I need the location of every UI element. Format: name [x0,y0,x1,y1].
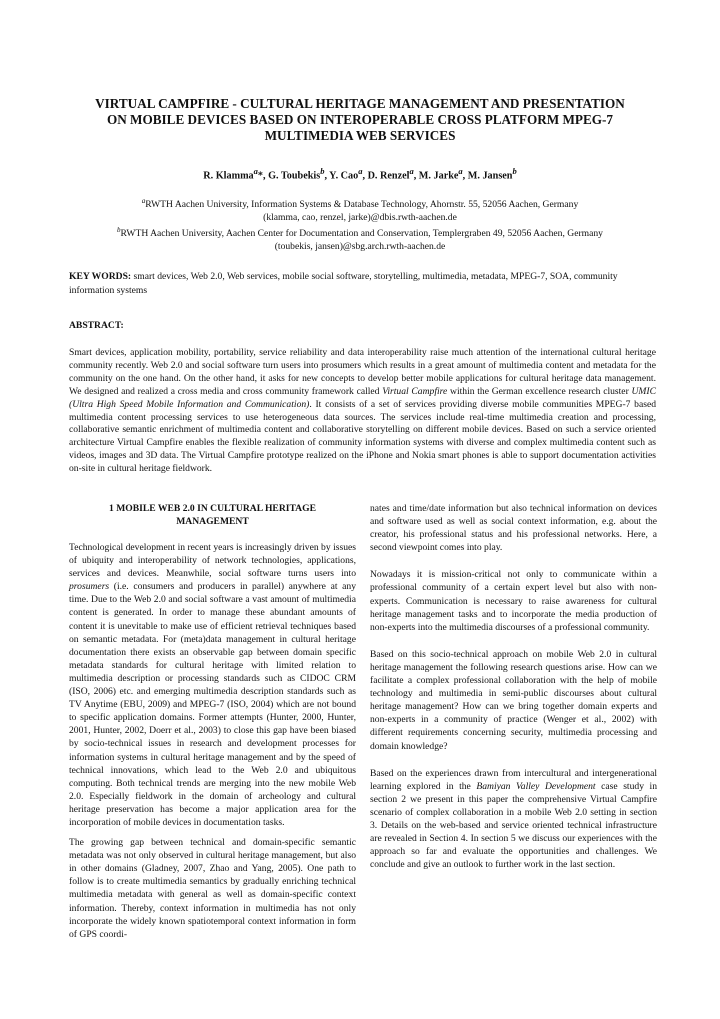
affiliation-mark: a [141,197,146,205]
author-name: R. Klamma [203,170,254,182]
paragraph-text: case study in section 2 we present in this paper the comprehensive Virtual Campfire scenario of complex collaboration in a mobile Web 2.0 setting in section 3. Details on the web-based and service oriented technical infrastructure are revealed in Section 4. In section 5 we discuss our experiences with the approach so far and evaluate the opportunities and challenges. We conclude and give an outlook to further work in the last section. [370,780,657,871]
author-list [60,166,660,181]
affiliation-mark: a [253,166,258,176]
section-heading [69,502,356,528]
paper-title [60,96,660,144]
author-separator: *, [257,170,269,182]
paragraph: The growing gap between technical and domain-specific semantic metadata was not only observed in cultural heritage management, but also in other domains (Gladney, 2007, Zhao and Yang, 2005). One path to follow is to create multimedia semantics by gradually enriching technical multimedia metadata with general as well as domain-specific context information. Thereby, context information in multimedia has not only incorporate the widely known spatiotemporal context information in form of GPS coordi- [69,837,356,940]
abstract-italic: Virtual Campfire [382,385,448,397]
abstract-body [69,347,656,476]
paragraph [69,541,356,829]
paragraph-text: Based on the experiences drawn from intercultural and intergenerational learning explored in the [370,767,657,792]
section-heading-line: MANAGEMENT [176,516,249,527]
affiliation-text: RWTH Aachen University, Information Systems & Database Technology, Ahornstr. 55, 52056 Aachen, Germany [145,199,579,211]
title-line: MULTIMEDIA WEB SERVICES [264,128,456,143]
left-column [69,502,356,948]
paragraph-text: Technological development in recent years is increasingly driven by issues of ubiquity and interoperability of network technologies, applications, services and devices. Meanwhile, social software turns users into [69,542,356,580]
right-column [370,502,657,885]
section-heading-line: 1 MOBILE WEB 2.0 IN CULTURAL HERITAGE [109,503,316,514]
keywords-text: smart devices, Web 2.0, Web services, mobile social software, storytelling, multimedia, metadata, MPEG-7, SOA, community information systems [69,271,618,296]
author-separator: , [362,170,368,182]
affiliation-email: (toubekis, jansen)@sbg.arch.rwth-aachen.de [274,241,446,253]
affiliation-mark: a [458,166,463,176]
author-name: Y. Cao [329,170,359,182]
affiliation-line [60,195,660,211]
affiliation-mark: b [117,226,121,235]
affiliation-text: RWTH Aachen University, Aachen Center for Documentation and Conservation, Templergraben 49, 52056 Aachen, Germany [120,228,603,240]
author-name: M. Jansen [467,170,513,182]
abstract-heading: ABSTRACT: [69,320,124,331]
abstract-text: within the German excellence research cluster [447,385,632,397]
affiliations [60,195,660,253]
author-name: G. Toubekis [268,170,321,182]
paragraph-italic: Bamiyan Valley Development [476,780,596,792]
title-line: ON MOBILE DEVICES BASED ON INTEROPERABLE CROSS PLATFORM MPEG-7 [106,112,614,127]
paragraph: Nowadays it is mission-critical not only to communicate within a professional community of a certain expert level but also with non-experts. Communication is necessary to raise awareness for cultural heritage management tasks and to incorporate the media production of non-experts into the multimedia discourses of a professional community. [370,569,657,633]
author-separator: , [324,170,330,182]
paragraph-italic: prosumers [69,581,110,593]
affiliation-mark: b [512,166,517,176]
keywords-label: KEY WORDS: [69,271,132,282]
paragraph [370,767,657,872]
author-name: M. Jarke [418,170,459,182]
title-line: VIRTUAL CAMPFIRE - CULTURAL HERITAGE MANAGEMENT AND PRESENTATION [95,96,625,111]
affiliation-email: (klamma, cao, renzel, jarke)@dbis.rwth-aachen.de [263,212,457,224]
abstract-text: . It consists of a set of services providing diverse mobile communities MPEG-7 based multimedia content processing services to use heterogeneous data sources. The services include real-time multimedia creation and processing, collaborative semantic enrichment of multimedia content and collaborative storytelling on different mobile devices. Based on such a service oriented architecture Virtual Campfire enables the flexible realization of community information systems with diverse and complex multimedia content such as videos, images and 3D data. The Virtual Campfire prototype realized on the iPhone and Nokia smart phones is able to support documentation activities on-site in cultural heritage fieldwork. [69,398,657,475]
affiliation-mark: a [358,166,363,176]
author-separator: , [462,170,468,182]
abstract-text: Smart devices, application mobility, portability, service reliability and data interoperability raise much attention of the international cultural heritage community recently. Web 2.0 and social software turn users into prosumers which results in a great amount of multimedia content and metadata for the community on the one hand. On the other hand, it asks for new concepts to develop better mobile applications for cultural heritage data management. We designed and realized a cross media and cross community framework called [69,347,656,397]
paragraph: nates and time/date information but also technical information on devices and software used as well as social context information, e.g. about the creator, his professional status and his professional networks. Here, a second viewpoint comes into play. [370,503,657,554]
keywords [69,270,654,297]
author-name: D. Renzel [367,170,410,182]
paragraph: Based on this socio-technical approach on mobile Web 2.0 in cultural heritage management the following research questions arise. How can we facilitate a complex professional collaboration with the help of mobile technology and multimedia in semi-public discourses about cultural heritage management? How can we bring together domain experts and non-experts in a community of practice (Wenger et al., 2002) with different requirements concerning security, multimedia processing and domain knowledge? [370,648,657,752]
author-separator: , [413,170,419,182]
affiliation-mark: b [320,166,325,176]
abstract-italic: UMIC (Ultra High Speed Mobile Information and Communication) [69,385,657,410]
affiliation-line [60,224,660,240]
paragraph-text: (i.e. consumers and producers in parallel) anywhere at any time. Due to the Web 2.0 and social software a vast amount of multimedia content is generated. In order to manage these abundant amounts of content it is unevitable to make use of efficient retrieval techniques based on semantic metadata. For (meta)data management in cultural heritage documentation there exists an observable gap between domain specific metadata standards for cultural heritage with limited relation to multimedia description or processing standards such as CIDOC CRM (ISO, 2006) etc. and emerging multimedia description standards such as TV Anytime (EBU, 2009) and MPEG-7 (ISO, 2004) which are not bound to specific application domains. Former attempts (Hunter, 2000, Hunter, 2001, Hunter, 2002, Doerr et al., 2003) to close this gap have been biased by socio-technical issues in research and development processes for information systems in cultural heritage management and by the speed of technical innovations, which lead to the Web 2.0 and ubiquitous computing. Both technical trends are merging into the new mobile Web 2.0. Especially fieldwork in the domain of archeology and cultural heritage preservation has become a major application area for the incorporation of mobile devices in documentation tasks. [69,581,356,828]
affiliation-mark: a [409,166,414,176]
